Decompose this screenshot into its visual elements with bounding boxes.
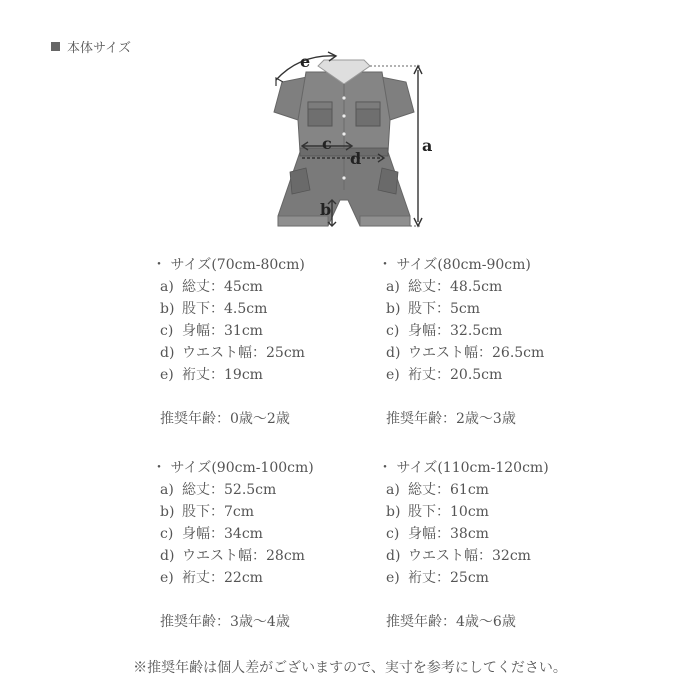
label-d: d xyxy=(350,149,362,168)
label-c: c xyxy=(322,134,332,153)
size-block-70-80 xyxy=(152,254,305,430)
size-row: d) ウエスト幅：32cm xyxy=(386,548,531,564)
romper-illustration xyxy=(274,60,414,226)
size-title: ・ サイズ(70cm-80cm) xyxy=(152,257,305,273)
label-b: b xyxy=(320,200,332,219)
square-bullet-icon xyxy=(51,42,60,51)
size-title: ・ サイズ(110cm-120cm) xyxy=(378,460,549,476)
size-title: ・ サイズ(90cm-100cm) xyxy=(152,460,314,476)
size-row: d) ウエスト幅：25cm xyxy=(160,345,305,361)
size-block-110-120 xyxy=(378,457,549,633)
size-block-90-100 xyxy=(152,457,314,633)
size-row: e) 裄丈：25cm xyxy=(386,570,489,586)
label-e: e xyxy=(300,52,311,71)
recommended-age: 推奨年齢：0歳〜2歳 xyxy=(160,411,290,427)
age-disclaimer-note: ※推奨年齢は個人差がございますので、実寸を参考にしてください。 xyxy=(133,660,567,676)
size-row: c) 身幅：32.5cm xyxy=(386,323,503,339)
size-row: e) 裄丈：19cm xyxy=(160,367,263,383)
size-row: b) 股下：7cm xyxy=(160,504,255,520)
section-title: 本体サイズ xyxy=(67,41,131,56)
recommended-age: 推奨年齢：4歳〜6歳 xyxy=(386,614,516,630)
size-block-80-90 xyxy=(378,254,545,430)
size-row: b) 股下：5cm xyxy=(386,301,481,317)
size-row: c) 身幅：34cm xyxy=(160,526,263,542)
size-row: a) 総丈：45cm xyxy=(160,279,263,295)
size-title: ・ サイズ(80cm-90cm) xyxy=(378,257,531,273)
size-row: d) ウエスト幅：26.5cm xyxy=(386,345,545,361)
section-header xyxy=(51,37,131,56)
size-row: a) 総丈：52.5cm xyxy=(160,482,277,498)
size-row: e) 裄丈：20.5cm xyxy=(386,367,503,383)
label-a: a xyxy=(422,136,433,155)
size-row: b) 股下：4.5cm xyxy=(160,301,268,317)
size-row: b) 股下：10cm xyxy=(386,504,489,520)
size-row: c) 身幅：38cm xyxy=(386,526,489,542)
recommended-age: 推奨年齢：3歳〜4歳 xyxy=(160,614,290,630)
size-row: e) 裄丈：22cm xyxy=(160,570,263,586)
size-row: a) 総丈：61cm xyxy=(386,482,489,498)
size-row: c) 身幅：31cm xyxy=(160,323,263,339)
romper-diagram xyxy=(260,40,440,240)
recommended-age: 推奨年齢：2歳〜3歳 xyxy=(386,411,516,427)
size-row: a) 総丈：48.5cm xyxy=(386,279,503,295)
size-row: d) ウエスト幅：28cm xyxy=(160,548,305,564)
